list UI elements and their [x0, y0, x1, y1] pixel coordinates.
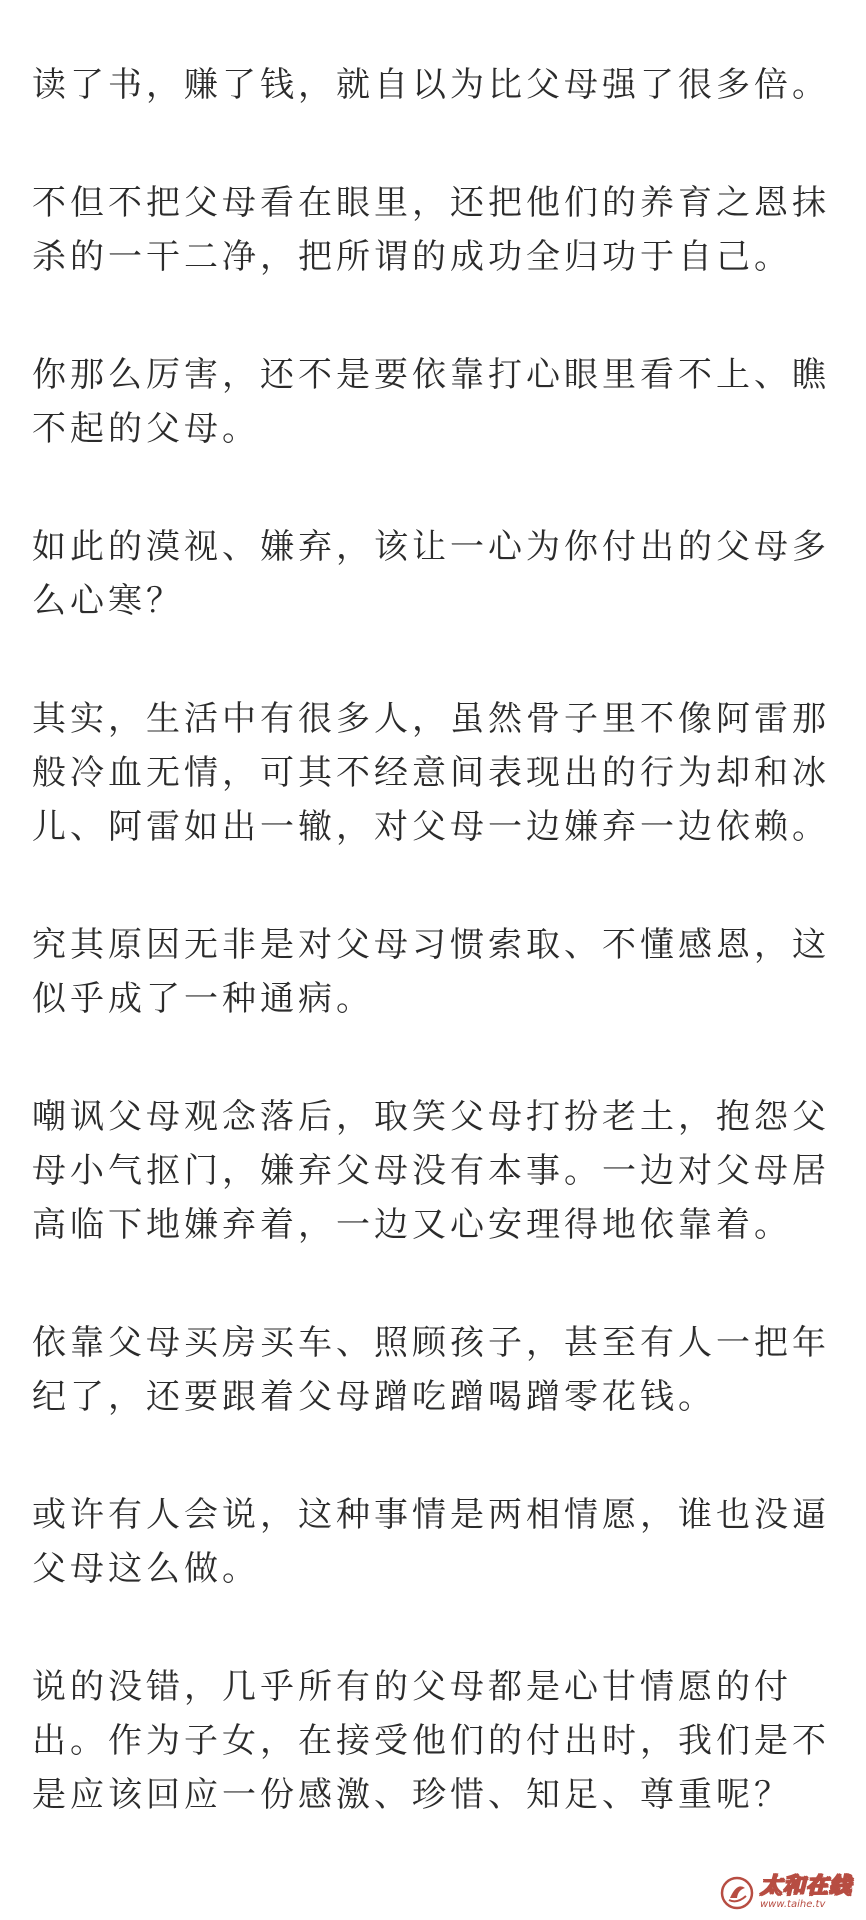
- paragraph: [32, 176, 842, 284]
- paragraph-line: 嘲讽父母观念落后，取笑父母打扮老土，抱怨父: [32, 1097, 830, 1137]
- watermark-name: 太和在线: [759, 1874, 852, 1899]
- paragraph-line: 不起的父母。: [32, 409, 260, 449]
- paragraph: [32, 692, 842, 854]
- paragraph: [32, 520, 842, 628]
- paragraph-line: 似乎成了一种通病。: [32, 979, 374, 1019]
- paragraph-line: 高临下地嫌弃着，一边又心安理得地依靠着。: [32, 1205, 792, 1245]
- paragraph-line: 出。作为子女，在接受他们的付出时，我们是不: [32, 1721, 830, 1761]
- paragraph-line: 父母这么做。: [32, 1549, 260, 1589]
- paragraph-line: 不但不把父母看在眼里，还把他们的养育之恩抹: [32, 183, 830, 223]
- paragraph: [32, 1316, 842, 1424]
- paragraph: [32, 918, 842, 1026]
- watermark-url: www.taihe.tv: [759, 1899, 826, 1910]
- paragraph-line: 或许有人会说，这种事情是两相情愿，谁也没逼: [32, 1495, 830, 1535]
- article-body: [32, 58, 842, 1822]
- paragraph-line: 你那么厉害，还不是要依靠打心眼里看不上、瞧: [32, 355, 830, 395]
- paragraph: [32, 348, 842, 456]
- paragraph-line: 母小气抠门，嫌弃父母没有本事。一边对父母居: [32, 1151, 830, 1191]
- paragraph-line: 般冷血无情，可其不经意间表现出的行为却和冰: [32, 753, 830, 793]
- paragraph-line: 是应该回应一份感激、珍惜、知足、尊重呢？: [32, 1775, 792, 1815]
- paragraph-line: 儿、阿雷如出一辙，对父母一边嫌弃一边依赖。: [32, 807, 830, 847]
- paragraph-line: 究其原因无非是对父母习惯索取、不懂感恩，这: [32, 925, 830, 965]
- site-watermark: [720, 1876, 852, 1910]
- paragraph-line: 依靠父母买房买车、照顾孩子，甚至有人一把年: [32, 1323, 830, 1363]
- paragraph: [32, 1660, 842, 1822]
- taihe-logo-icon: [720, 1876, 754, 1910]
- paragraph-line: 么心寒？: [32, 581, 184, 621]
- paragraph-line: 如此的漠视、嫌弃，该让一心为你付出的父母多: [32, 527, 830, 567]
- paragraph-line: 说的没错，几乎所有的父母都是心甘情愿的付: [32, 1667, 792, 1707]
- paragraph: [32, 1488, 842, 1596]
- paragraph-line: 杀的一干二净，把所谓的成功全归功于自己。: [32, 237, 792, 277]
- paragraph-line: 其实，生活中有很多人，虽然骨子里不像阿雷那: [32, 699, 830, 739]
- paragraph: [32, 1090, 842, 1252]
- paragraph-line: 纪了，还要跟着父母蹭吃蹭喝蹭零花钱。: [32, 1377, 716, 1417]
- paragraph: [32, 58, 842, 112]
- paragraph-line: 读了书，赚了钱，就自以为比父母强了很多倍。: [32, 65, 830, 105]
